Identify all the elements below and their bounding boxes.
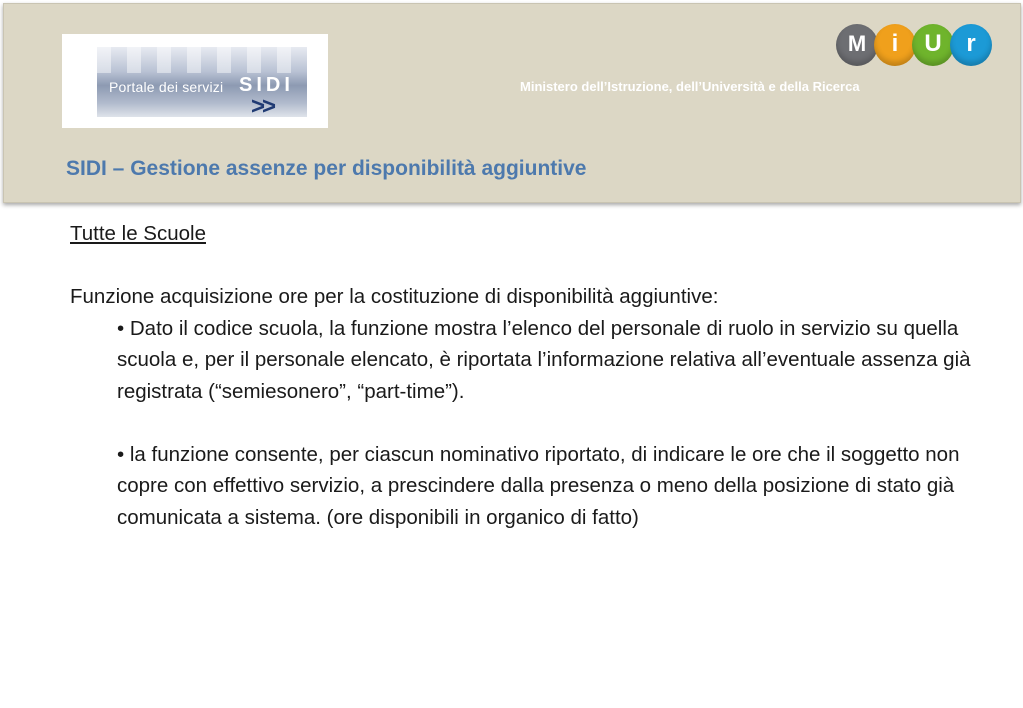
miur-letter-u: U bbox=[912, 24, 954, 66]
miur-letter-m: M bbox=[836, 24, 878, 66]
bullet-item-1: • Dato il codice scuola, la funzione mostra l’elenco del personale di ruolo in servizio su quella scuola e, per il personale elencato, è riportata l’informazione relativa all’eventuale assenza già registrata (“semiesonero”, “part-time”). bbox=[117, 316, 971, 403]
logo-arrows-icon: >> bbox=[251, 93, 274, 117]
miur-letter-r: r bbox=[950, 24, 992, 66]
logo-portale-text: Portale dei servizi bbox=[109, 79, 224, 95]
spacer bbox=[70, 407, 1005, 439]
logo-sidi-text: SIDI bbox=[239, 74, 294, 96]
miur-letter-i: i bbox=[874, 24, 916, 66]
ministero-label: Ministero dell’Istruzione, dell’Università e della Ricerca bbox=[520, 79, 860, 94]
slide-content bbox=[70, 218, 1005, 533]
slide-title: SIDI – Gestione assenze per disponibilità aggiuntive bbox=[66, 157, 587, 180]
bullet-item-2: • la funzione consente, per ciascun nominativo riportato, di indicare le ore che il soggetto non copre con effettivo servizio, a prescindere dalla presenza o meno della posizione di stato già comunicata a sistema. (ore disponibili in organico di fatto) bbox=[117, 442, 960, 529]
logo-stripes bbox=[97, 47, 307, 73]
intro-text: Funzione acquisizione ore per la costituzione di disponibilità aggiuntive: bbox=[70, 285, 719, 308]
sidi-logo bbox=[62, 34, 328, 128]
spacer bbox=[70, 250, 1005, 282]
miur-logo bbox=[836, 24, 996, 72]
sidi-logo-banner bbox=[97, 47, 307, 117]
subtitle: Tutte le Scuole bbox=[70, 222, 206, 245]
